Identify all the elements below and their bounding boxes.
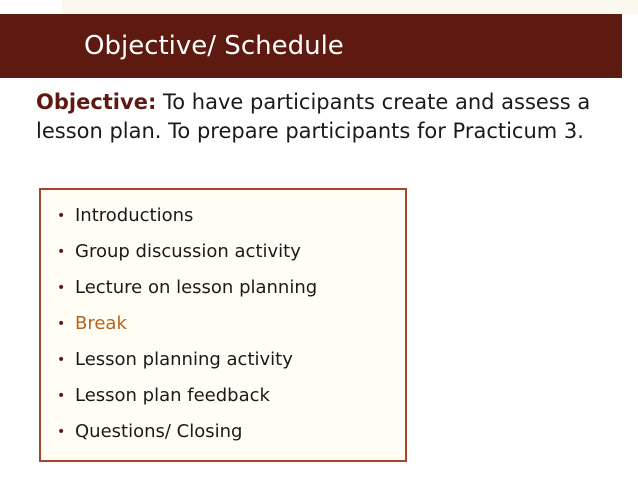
agenda-item <box>55 241 317 277</box>
slide-title: Objective/ Schedule <box>84 31 344 61</box>
top-accent-strip <box>62 0 638 14</box>
bullet-icon: • <box>57 388 66 404</box>
objective-label: Objective: <box>36 90 157 114</box>
objective-paragraph <box>36 88 626 146</box>
agenda-item-label: Questions/ Closing <box>75 421 243 442</box>
agenda-item <box>55 421 317 457</box>
bullet-icon: • <box>57 316 66 332</box>
bullet-icon: • <box>57 244 66 260</box>
agenda-item-label: Group discussion activity <box>75 241 301 262</box>
bullet-icon: • <box>57 352 66 368</box>
agenda-item-label: Introductions <box>75 205 194 226</box>
agenda-list <box>55 205 317 457</box>
bullet-icon: • <box>57 280 66 296</box>
agenda-item-label: Lesson planning activity <box>75 349 293 370</box>
agenda-item <box>55 277 317 313</box>
bullet-icon: • <box>57 208 66 224</box>
bullet-icon: • <box>57 424 66 440</box>
agenda-item <box>55 205 317 241</box>
objective-text: To have participants create and assess a lesson plan. To prepare participants for Practicum 3. <box>36 90 591 143</box>
agenda-item <box>55 385 317 421</box>
agenda-item <box>55 349 317 385</box>
agenda-item-label: Lesson plan feedback <box>75 385 270 406</box>
agenda-box <box>39 188 407 462</box>
agenda-item-highlighted <box>55 313 317 349</box>
agenda-item-label: Lecture on lesson planning <box>75 277 318 298</box>
agenda-item-label: Break <box>75 313 127 334</box>
